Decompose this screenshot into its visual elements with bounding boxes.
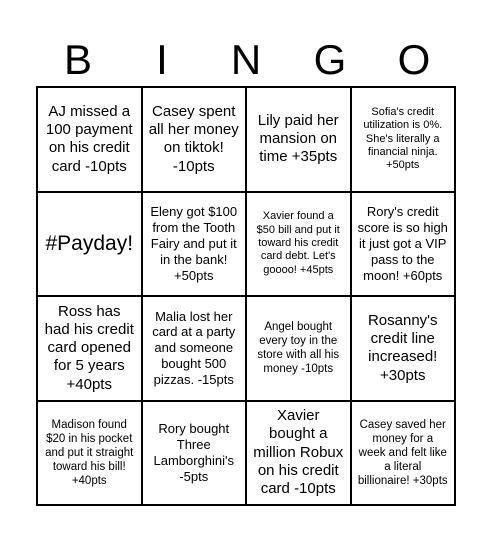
bingo-cell[interactable]: [351, 87, 456, 192]
header-letter-o: O: [397, 36, 431, 83]
bingo-cell[interactable]: [142, 401, 247, 506]
cell-text: Sofia's credit utilization is 0%. She's literally a financial ninja. +50pts: [363, 105, 443, 172]
bingo-cell-free[interactable]: [37, 192, 142, 297]
bingo-cell[interactable]: [142, 192, 247, 297]
cell-text: Madison found $20 in his pocket and put it straight toward his bill! +40pts: [45, 418, 134, 487]
bingo-cell[interactable]: [37, 296, 142, 401]
cell-text: Casey spent all her money on tiktok! -10pts: [148, 102, 239, 175]
bingo-cell[interactable]: [351, 296, 456, 401]
bingo-cell[interactable]: [246, 296, 351, 401]
header-letter-b: B: [63, 36, 92, 83]
bingo-cell[interactable]: [37, 87, 142, 192]
bingo-cell[interactable]: [37, 401, 142, 506]
cell-text: Rory's credit score is so high it just got a VIP pass to the moon! +60pts: [357, 204, 448, 283]
cell-text: Lily paid her mansion on time +35pts: [257, 111, 339, 166]
bingo-cell[interactable]: [246, 192, 351, 297]
bingo-cell[interactable]: [246, 87, 351, 192]
cell-text: Angel bought every toy in the store with all his money -10pts: [257, 321, 340, 376]
cell-text: #Payday!: [45, 231, 134, 255]
cell-text: Rosanny's credit line increased! +30pts: [367, 311, 438, 384]
bingo-cell[interactable]: [142, 87, 247, 192]
header-letter-n: N: [230, 36, 262, 83]
cell-text: Casey saved her money for a week and felt like a literal billionaire! +30pts: [357, 418, 448, 487]
cell-text: Xavier found a $50 bill and put it toward his credit card debt. Let's goooo! +45pts: [256, 210, 340, 276]
cell-text: Ross has had his credit card opened for 5 years +40pts: [44, 302, 134, 393]
bingo-board: [36, 86, 456, 506]
cell-text: Rory bought Three Lamborghini's -5pts: [153, 421, 235, 484]
cell-text: Xavier bought a million Robux on his credit card -10pts: [253, 407, 344, 498]
bingo-cell[interactable]: [351, 401, 456, 506]
bingo-cell[interactable]: [246, 401, 351, 506]
header-letter-g: G: [313, 36, 347, 83]
header-letter-i: I: [156, 36, 168, 83]
bingo-header: [36, 36, 456, 84]
bingo-cell[interactable]: [142, 296, 247, 401]
cell-text: AJ missed a 100 payment on his credit card -10pts: [45, 102, 133, 175]
bingo-cell[interactable]: [351, 192, 456, 297]
cell-text: Eleny got $100 from the Tooth Fairy and put it in the bank! +50pts: [150, 204, 238, 283]
cell-text: Malia lost her card at a party and someone bought 500 pizzas. -15pts: [152, 308, 236, 388]
